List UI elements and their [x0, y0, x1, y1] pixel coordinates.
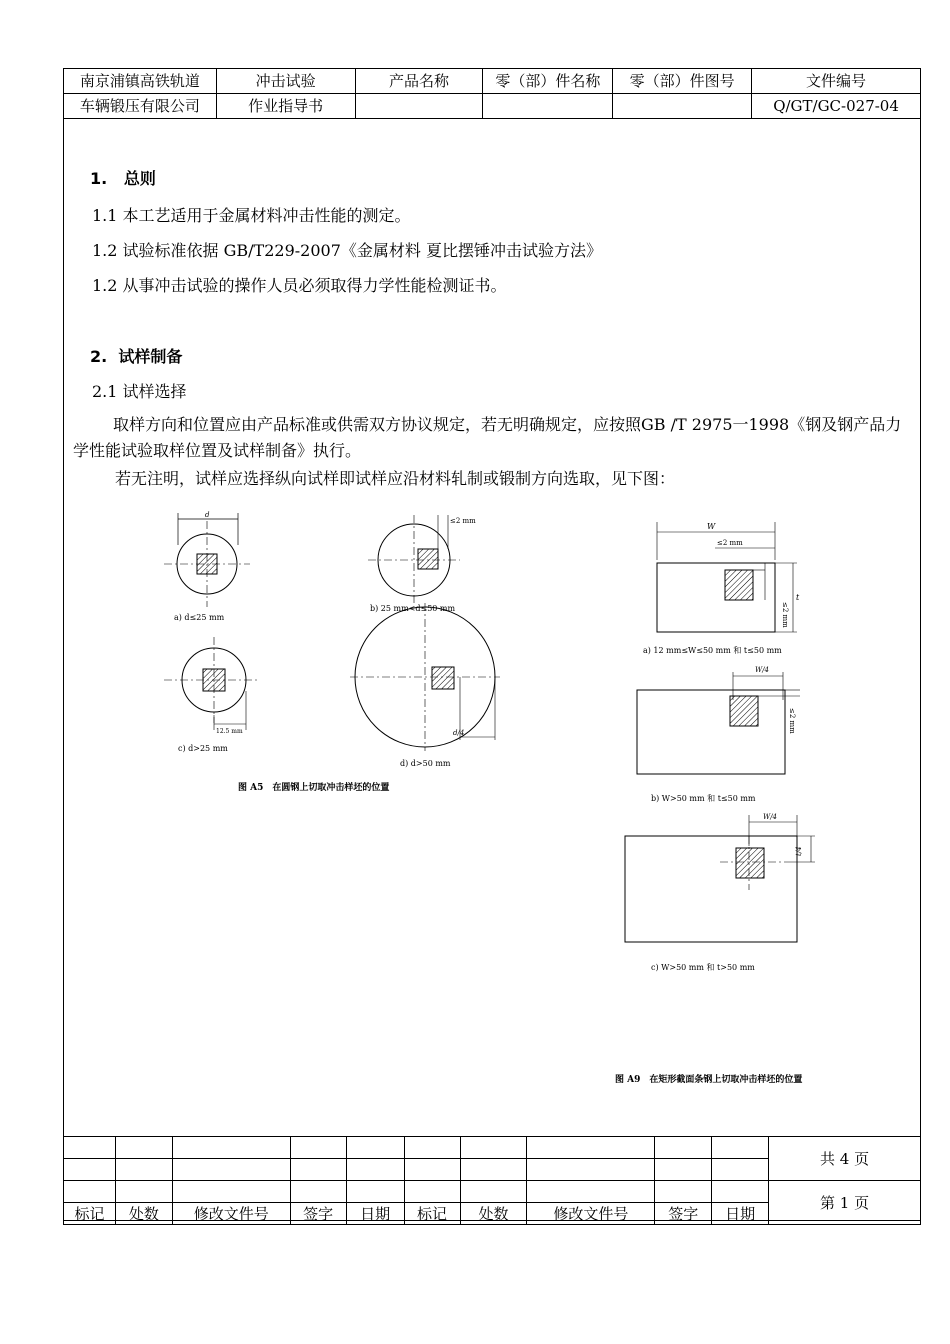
rev-label-date: 日期 [712, 1203, 769, 1225]
figure-a5 [150, 505, 510, 805]
total-pages: 共 4 页 [769, 1137, 921, 1181]
fig-a9-b [637, 666, 800, 803]
rev-cell [346, 1181, 404, 1203]
fig-a9-dim-w: W [707, 522, 716, 531]
rev-label-count: 处数 [460, 1203, 527, 1225]
rev-cell [712, 1181, 769, 1203]
file-no-header: 文件编号 [752, 69, 921, 94]
fig-a5-c-label: c) d>25 mm [178, 744, 228, 753]
rev-cell [460, 1137, 527, 1159]
rev-cell [346, 1159, 404, 1181]
company-name-line1: 南京浦镇高铁轨道 [64, 69, 217, 94]
rev-cell [712, 1159, 769, 1181]
part-name-header: 零（部）件名称 [483, 69, 613, 94]
section1-item-3: 1.2 从事冲击试验的操作人员必须取得力学性能检测证书。 [92, 276, 507, 295]
fig-a9-c-w4: W/4 [763, 813, 778, 821]
rev-cell [172, 1159, 290, 1181]
rev-cell [346, 1137, 404, 1159]
fig-a9-a-le2-vert: ≤2 mm [781, 602, 789, 628]
fig-a5-dim-125: 12.5 mm [216, 728, 243, 735]
fig-a5-dim-d: d [205, 511, 210, 519]
product-name-value [355, 94, 483, 119]
rev-cell [290, 1159, 346, 1181]
fig-a9-a-le2: ≤2 mm [717, 539, 743, 547]
rev-cell [64, 1137, 116, 1159]
rev-label-mark: 标记 [64, 1203, 116, 1225]
fig-a5-d [350, 603, 500, 768]
rev-cell [527, 1137, 655, 1159]
fig-a5-c [164, 637, 258, 753]
fig-a9-c-label: c) W>50 mm 和 t>50 mm [651, 963, 755, 972]
rev-label-docno: 修改文件号 [527, 1203, 655, 1225]
fig-a9-a [643, 522, 800, 655]
page-number: 第 1 页 [769, 1181, 921, 1225]
section1-title: 1. 总则 [90, 169, 156, 188]
rev-cell [655, 1137, 712, 1159]
section2-sub1: 2.1 试样选择 [92, 382, 187, 401]
rev-cell [115, 1181, 172, 1203]
section1-item-1: 1.1 本工艺适用于金属材料冲击性能的测定。 [92, 206, 411, 225]
document-header [63, 68, 921, 119]
rev-cell [404, 1181, 460, 1203]
file-no-value: Q/GT/GC-027-04 [752, 94, 921, 119]
company-name-line2: 车辆锻压有限公司 [64, 94, 217, 119]
rev-cell [290, 1137, 346, 1159]
rev-cell [655, 1159, 712, 1181]
figure-a9 [615, 510, 850, 1090]
rev-cell [460, 1159, 527, 1181]
rev-cell [115, 1159, 172, 1181]
rev-cell [712, 1137, 769, 1159]
rev-label-sign: 签字 [655, 1203, 712, 1225]
section1-item-2: 1.2 试验标准依据 GB/T229-2007《金属材料 夏比摆锤冲击试验方法》 [92, 241, 602, 260]
section2-title: 2. 试样制备 [90, 347, 183, 366]
part-drawing-header: 零（部）件图号 [613, 69, 752, 94]
fig-a9-dim-t: t [796, 593, 800, 602]
fig-a5-b-label: b) 25 mm<d≤50 mm [370, 604, 456, 613]
rev-cell [404, 1159, 460, 1181]
section2-para2: 若无注明，试样应选择纵向试样即试样应沿材料轧制或锻制方向选取，见下图： [115, 469, 676, 488]
section2-para1: 取样方向和位置应由产品标准或供需双方协议规定，若无明确规定，应按照GB /T 2975一1998《钢及钢产品力学性能试验取样位置及试样制备》执行。 [73, 415, 902, 460]
rev-label-docno: 修改文件号 [172, 1203, 290, 1225]
rev-cell [64, 1159, 116, 1181]
revision-table [63, 1136, 921, 1225]
fig-a9-b-le2-vert: ≤2 mm [788, 708, 796, 734]
rev-cell [64, 1181, 116, 1203]
doc-type-line1: 冲击试验 [216, 69, 355, 94]
rev-cell [290, 1181, 346, 1203]
fig-a5-b [368, 515, 476, 613]
rev-label-sign: 签字 [290, 1203, 346, 1225]
rev-cell [460, 1181, 527, 1203]
fig-a9-c [625, 813, 815, 972]
rev-cell [527, 1159, 655, 1181]
fig-a9-c-t4: t/4 [795, 846, 803, 856]
part-drawing-value [613, 94, 752, 119]
rev-cell [115, 1137, 172, 1159]
rev-label-date: 日期 [346, 1203, 404, 1225]
rev-cell [527, 1181, 655, 1203]
fig-a5-a-label: a) d≤25 mm [174, 613, 225, 622]
fig-a5-d-label: d) d>50 mm [400, 759, 451, 768]
fig-a5-a [164, 511, 250, 622]
product-name-header: 产品名称 [355, 69, 483, 94]
fig-a9-a-label: a) 12 mm≤W≤50 mm 和 t≤50 mm [643, 646, 782, 655]
fig-a5-caption: 图 A5 在圆钢上切取冲击样坯的位置 [238, 783, 390, 793]
rev-cell [172, 1181, 290, 1203]
fig-a9-b-w4: W/4 [755, 666, 770, 674]
rev-label-count: 处数 [115, 1203, 172, 1225]
rev-cell [404, 1137, 460, 1159]
doc-type-line2: 作业指导书 [216, 94, 355, 119]
fig-a9-b-label: b) W>50 mm 和 t≤50 mm [651, 794, 756, 803]
part-name-value [483, 94, 613, 119]
fig-a5-dim-d4: d/4 [453, 729, 465, 737]
rev-cell [172, 1137, 290, 1159]
fig-a5-dim-le2: ≤2 mm [450, 517, 476, 525]
fig-a9-caption: 图 A9 在矩形截面条钢上切取冲击样坯的位置 [615, 1075, 803, 1085]
rev-cell [655, 1181, 712, 1203]
rev-label-mark: 标记 [404, 1203, 460, 1225]
